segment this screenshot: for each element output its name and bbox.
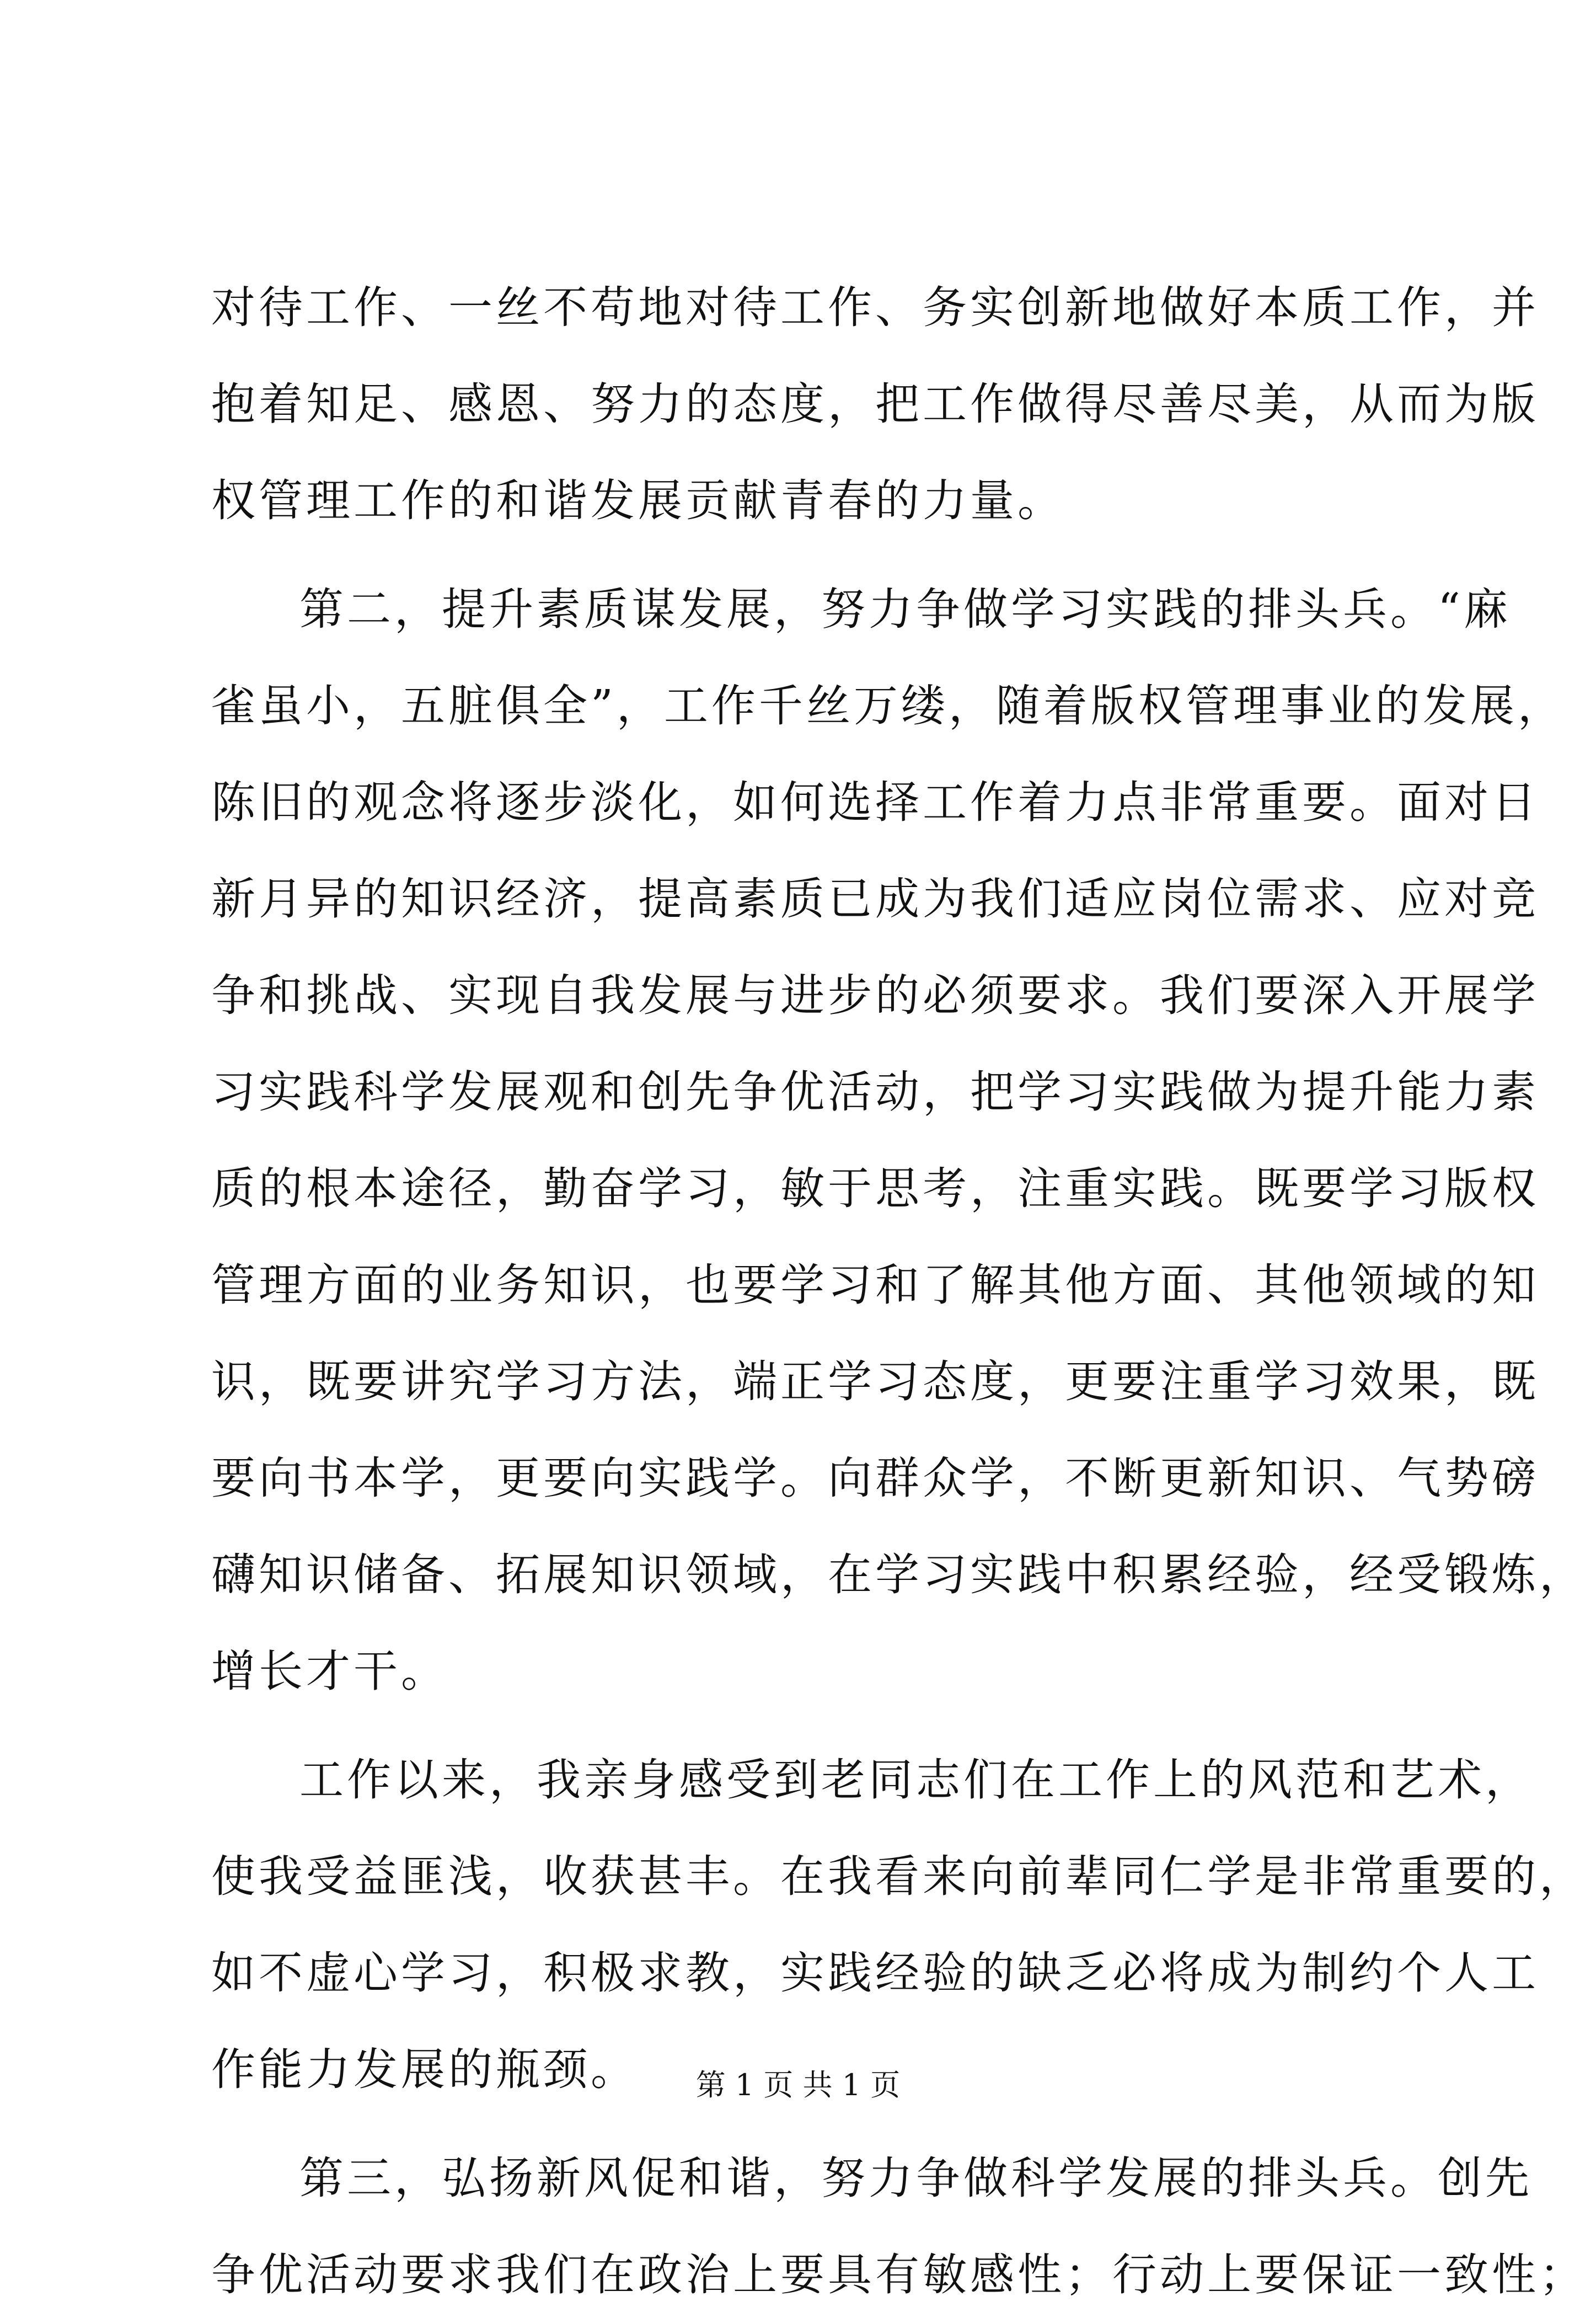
- text-line: 权管理工作的和谐发展贡献青春的力量。: [211, 475, 1065, 526]
- page-footer: [0, 2063, 1596, 2107]
- text-line: 争优活动要求我们在政治上要具有敏感性；行动上要保证一致性；: [211, 2249, 1587, 2300]
- text-line: 使我受益匪浅，收获甚丰。在我看来向前辈同仁学是非常重要的，: [211, 1851, 1587, 1902]
- paragraph-first-line: 工作以来，我亲身感受到老同志们在工作上的风范和艺术，: [299, 1754, 1533, 1806]
- text-line: 识，既要讲究学习方法，端正学习态度，更要注重学习效果，既: [211, 1356, 1539, 1407]
- text-line: 管理方面的业务知识，也要学习和了解其他方面、其他领域的知: [211, 1259, 1539, 1311]
- text-line: 雀虽小，五脏俱全”，工作千丝万缕，随着版权管理事业的发展，: [211, 680, 1565, 731]
- page-number: 第 1 页 共 1 页: [695, 2068, 901, 2102]
- text-line: 新月异的知识经济，提高素质已成为我们适应岗位需求、应对竞: [211, 873, 1539, 925]
- text-line: 如不虚心学习，积极求教，实践经验的缺乏必将成为制约个人工: [211, 1947, 1539, 1999]
- text-line: 陈旧的观念将逐步淡化，如何选择工作着力点非常重要。面对日: [211, 777, 1539, 828]
- text-line: 争和挑战、实现自我发展与进步的必须要求。我们要深入开展学: [211, 970, 1539, 1021]
- text-line: 作能力发展的瓶颈。: [211, 2044, 638, 2095]
- text-line: 抱着知足、感恩、努力的态度，把工作做得尽善尽美，从而为版: [211, 378, 1539, 430]
- paragraph-first-line: 第二，提升素质谋发展，努力争做学习实践的排头兵。“麻: [299, 584, 1511, 635]
- text-line: 习实践科学发展观和创先争优活动，把学习实践做为提升能力素: [211, 1066, 1539, 1118]
- text-line: 质的根本途径，勤奋学习，敏于思考，注重实践。既要学习版权: [211, 1163, 1539, 1214]
- document-body: [211, 259, 1587, 2323]
- paragraph-first-line: 第三，弘扬新风促和谐，努力争做科学发展的排头兵。创先: [299, 2153, 1533, 2204]
- text-line: 礴知识储备、拓展知识领域，在学习实践中积累经验，经受锻炼，: [211, 1549, 1587, 1600]
- text-line: 要向书本学，更要向实践学。向群众学，不断更新知识、气势磅: [211, 1452, 1539, 1504]
- text-line: 增长才干。: [211, 1646, 448, 1697]
- text-line: 对待工作、一丝不苟地对待工作、务实创新地做好本质工作，并: [211, 282, 1539, 333]
